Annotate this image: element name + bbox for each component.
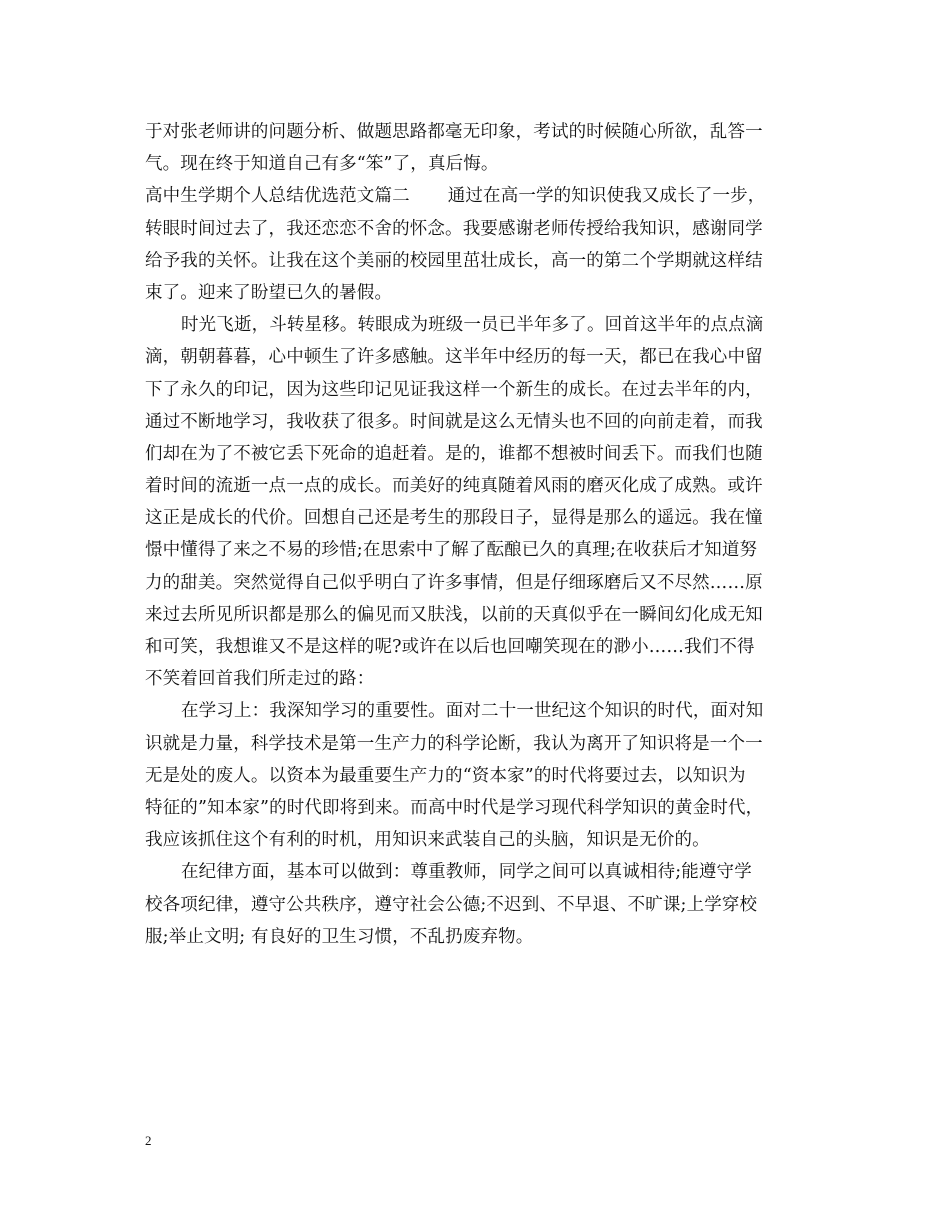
- text-line: 识就是力量，科学技术是第一生产力的科学论断，我认为离开了知识将是一个一: [145, 733, 763, 754]
- text-line: 无是处的废人。以资本为最重要生产力的“资本家”的时代将要过去，以知识为: [145, 765, 746, 786]
- text-line: 着时间的流逝一点一点的成长。而美好的纯真随着风雨的磨灭化成了成熟。或许: [145, 476, 763, 497]
- text-line: 憬中懂得了来之不易的珍惜;在思索中了解了酝酿已久的真理;在收获后才知道努: [145, 540, 758, 561]
- body-text: [145, 116, 810, 953]
- text-line: 气。现在终于知道自己有多“笨”了，真后悔。: [145, 154, 499, 175]
- page-number: 2: [145, 1133, 152, 1148]
- text-line: 力的甜美。突然觉得自己似乎明白了许多事情，但是仔细琢磨后又不尽然……原: [145, 572, 763, 593]
- section-heading-line: [145, 180, 810, 212]
- text-line: 束了。迎来了盼望已久的暑假。: [145, 282, 393, 303]
- text-line: 和可笑，我想谁又不是这样的呢?或许在以后也回嘲笑现在的渺小……我们不得: [145, 637, 755, 657]
- heading-continuation: 通过在高一学的知识使我又成长了一步，: [447, 186, 766, 207]
- text-line: 们却在为了不被它丢下死命的追赶着。是的，谁都不想被时间丢下。而我们也随: [145, 443, 763, 464]
- text-line: 特征的”知本家”的时代即将到来。而高中时代是学习现代科学知识的黄金时代，: [145, 797, 764, 818]
- text-line: 校各项纪律，遵守公共秩序，遵守社会公德;不迟到、不早退、不旷课;上学穿校: [145, 894, 758, 915]
- text-line: 通过不断地学习，我收获了很多。时间就是这么无情头也不回的向前走着，而我: [145, 411, 763, 432]
- paragraph-start: 在学习上：我深知学习的重要性。面对二十一世纪这个知识的时代，面对知: [181, 701, 764, 722]
- paragraph-start: 在纪律方面，基本可以做到：尊重教师，同学之间可以真诚相待;能遵守学: [181, 862, 752, 883]
- text-line: 滴，朝朝暮暮，心中顿生了许多感触。这半年中经历的每一天，都已在我心中留: [145, 347, 763, 368]
- text-line: 来过去所见所识都是那么的偏见而又肤浅，以前的天真似乎在一瞬间幻化成无知: [145, 604, 763, 625]
- section-heading: 高中生学期个人总结优选范文篇二: [145, 186, 410, 207]
- text-line: 转眼时间过去了，我还恋恋不舍的怀念。我要感谢老师传授给我知识，感谢同学: [145, 218, 763, 239]
- text-line: 不笑着回首我们所走过的路：: [145, 669, 375, 690]
- text-line: 服;举止文明; 有良好的卫生习惯，不乱扔废弃物。: [145, 926, 534, 947]
- text-line: 下了永久的印记，因为这些印记见证我这样一个新生的成长。在过去半年的内，: [145, 379, 763, 400]
- text-line: 于对张老师讲的问题分析、做题思路都毫无印象，考试的时候随心所欲，乱答一: [145, 122, 763, 142]
- text-line: 这正是成长的代价。回想自己还是考生的那段日子，显得是那么的遥远。我在憧: [145, 508, 763, 529]
- text-line: 我应该抓住这个有利的时机，用知识来武装自己的头脑，知识是无价的。: [145, 830, 710, 851]
- text-line: 给予我的关怀。让我在这个美丽的校园里茁壮成长，高一的第二个学期就这样结: [145, 250, 763, 271]
- paragraph-start: 时光飞逝，斗转星移。转眼成为班级一员已半年多了。回首这半年的点点滴: [181, 315, 764, 336]
